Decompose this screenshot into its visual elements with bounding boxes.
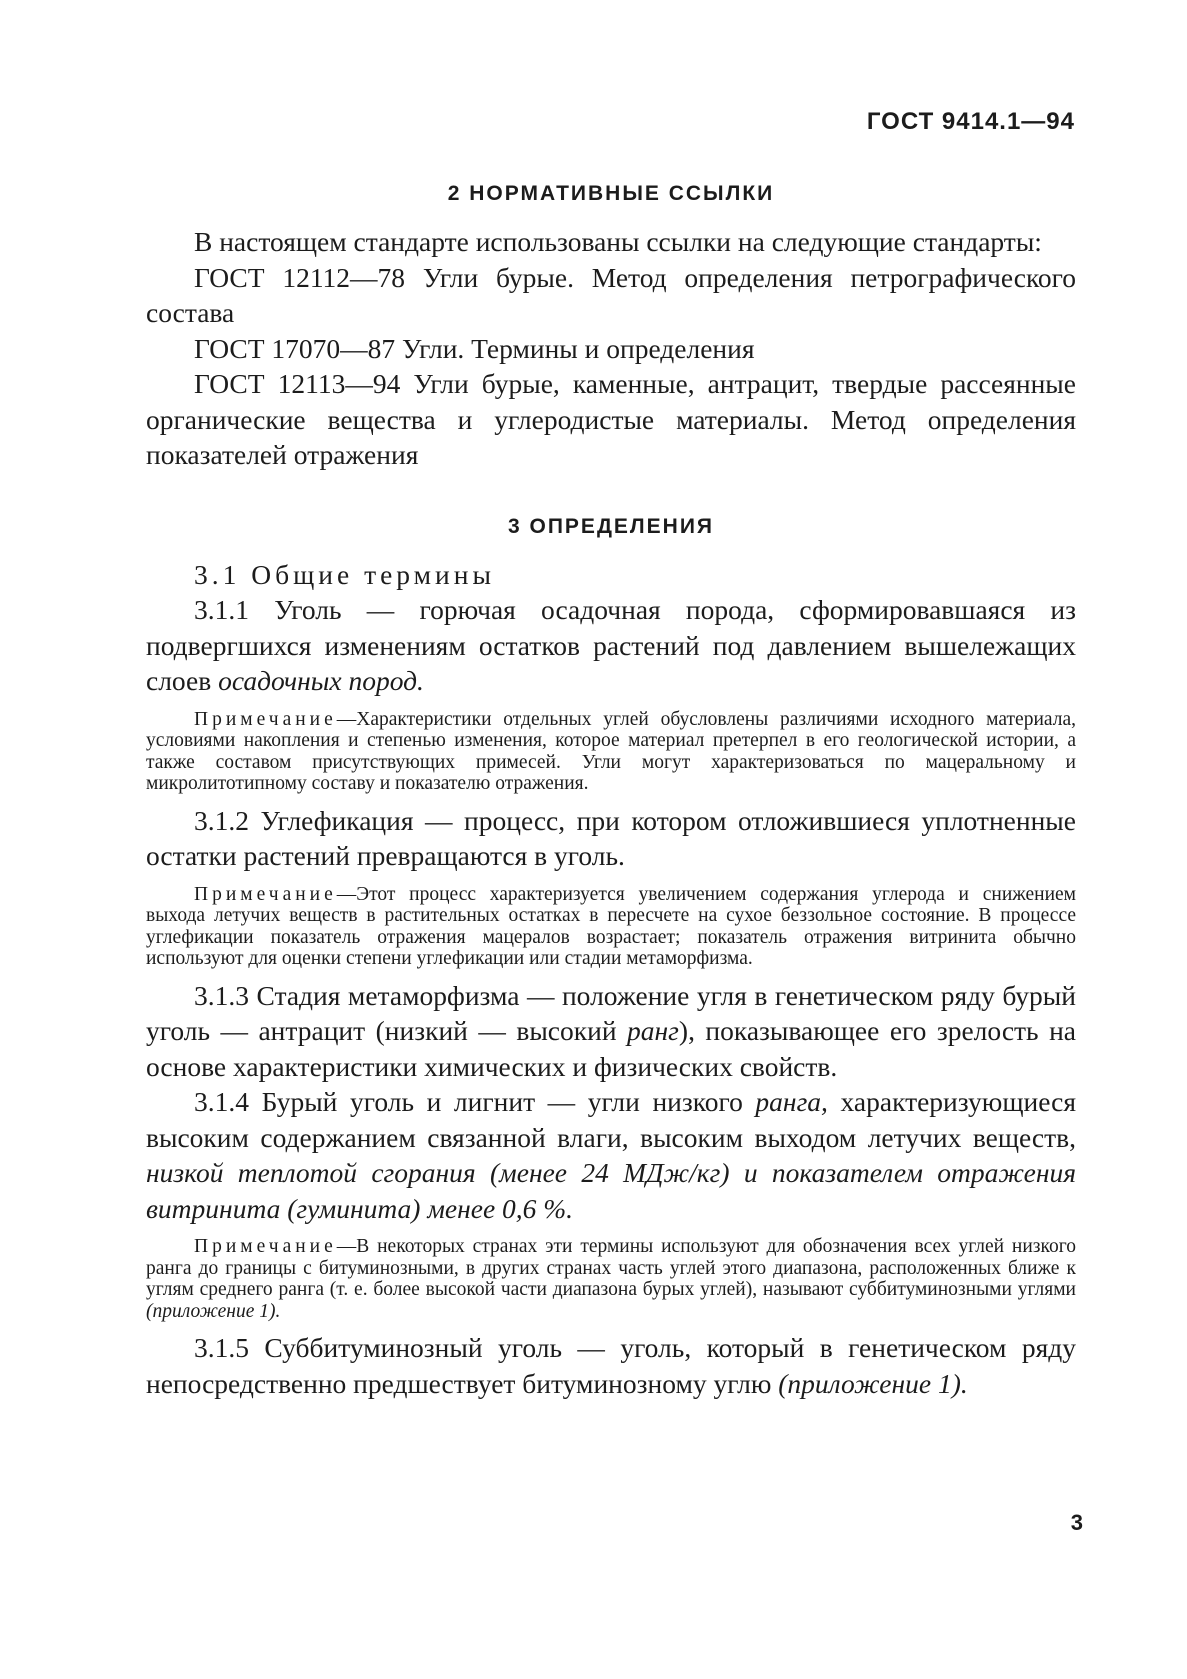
term-text: 3.1.5 Суббитуминозный уголь — уголь, который в генетическом ряду непосредственно предшествует битуминозному углю xyxy=(146,1332,1076,1399)
reference-item: ГОСТ 12113—94 Угли бурые, каменные, антрацит, твердые рассеянные органические вещества и углеродистые материалы. Метод определения показателей отражения xyxy=(146,368,1076,470)
note-label: Примечание xyxy=(194,1236,337,1257)
term-3-1-1 xyxy=(146,592,1076,699)
term-text: 3.1.1 Уголь — горючая осадочная порода, сформировавшаяся из подвергшихся изменениям остатков растений под давлением вышележащих слоев xyxy=(146,594,1076,696)
term-text: характеризующиеся высоким содержанием связанной влаги, высоким выходом летучих веществ, xyxy=(146,1086,1076,1153)
term-italic: (приложение 1). xyxy=(778,1367,968,1399)
term-italic: низкой теплотой сгорания (менее 24 МДж/кг) и показателем отражения витринита (гуминита) менее 0,6 %. xyxy=(146,1157,1076,1224)
page-content xyxy=(146,182,1076,1401)
reference-item: ГОСТ 17070—87 Угли. Термины и определения xyxy=(194,332,755,364)
term-3-1-4 xyxy=(146,1084,1076,1226)
term-3-1-3 xyxy=(146,978,1076,1085)
term-3-1-2: 3.1.2 Углефикация — процесс, при котором отложившиеся уплотненные остатки растений превращаются в уголь. xyxy=(146,804,1076,871)
note-label: Примечание xyxy=(194,708,337,730)
term-italic: ранга, xyxy=(755,1086,828,1117)
note-text: —Этот процесс характеризуется увеличением содержания углерода и снижением выхода летучих веществ в растительных остатках в пересчете на сухое беззольное состояние. В процессе углефикации показатель отражения мацералов возрастает; показатель отражения витринита обычно используют для оценки степени углефикации или стадии метаморфизма. xyxy=(146,883,1076,969)
note-3 xyxy=(146,1236,1076,1322)
subsection-title: 3.1 Общие термины xyxy=(194,558,495,590)
note-1 xyxy=(146,709,1076,795)
term-text: 3.1.4 Бурый уголь и лигнит — угли низкого xyxy=(194,1086,756,1117)
term-text: 3.1.3 Стадия метаморфизма — положение угля в генетическом ряду бурый уголь — антрацит (низкий — высокий xyxy=(146,979,1076,1046)
note-text: —В некоторых странах эти термины используют для обозначения всех углей низкого ранга до границы с битуминозными, в других странах часть углей этого диапазона, расположенных ближе к углям среднего ранга (т. е. более высокой части диапазона бурых углей), называют суббитуминозными углями xyxy=(146,1236,1076,1300)
section-2-intro: В настоящем стандарте использованы ссылки на следующие стандарты: xyxy=(194,226,1042,257)
term-text: ), показывающее его зрелость на основе характеристики химических и физических свойств. xyxy=(146,1015,1076,1082)
section-2-title: 2 НОРМАТИВНЫЕ ССЫЛКИ xyxy=(447,182,775,205)
document-id-header: ГОСТ 9414.1—94 xyxy=(866,108,1075,135)
page-number: 3 xyxy=(1070,1510,1083,1535)
term-3-1-5 xyxy=(146,1330,1076,1401)
reference-item: ГОСТ 12112—78 Угли бурые. Метод определения петрографического состава xyxy=(146,261,1076,328)
term-italic: осадочных пород. xyxy=(218,665,424,696)
note-italic: (приложение 1). xyxy=(146,1300,281,1322)
section-3-title: 3 ОПРЕДЕЛЕНИЯ xyxy=(507,514,715,538)
note-text: —Характеристики отдельных углей обусловлены различиями исходного материала, условиями накопления и степенью изменения, которое материал претерпел в его геологической истории, а также составом присутствующих примесей. Угли могут характеризоваться по мацеральному и микролитотипному составу и показателю отражения. xyxy=(146,708,1076,794)
note-2 xyxy=(146,884,1076,970)
note-label: Примечание xyxy=(194,883,337,905)
term-italic: ранг xyxy=(627,1015,679,1046)
